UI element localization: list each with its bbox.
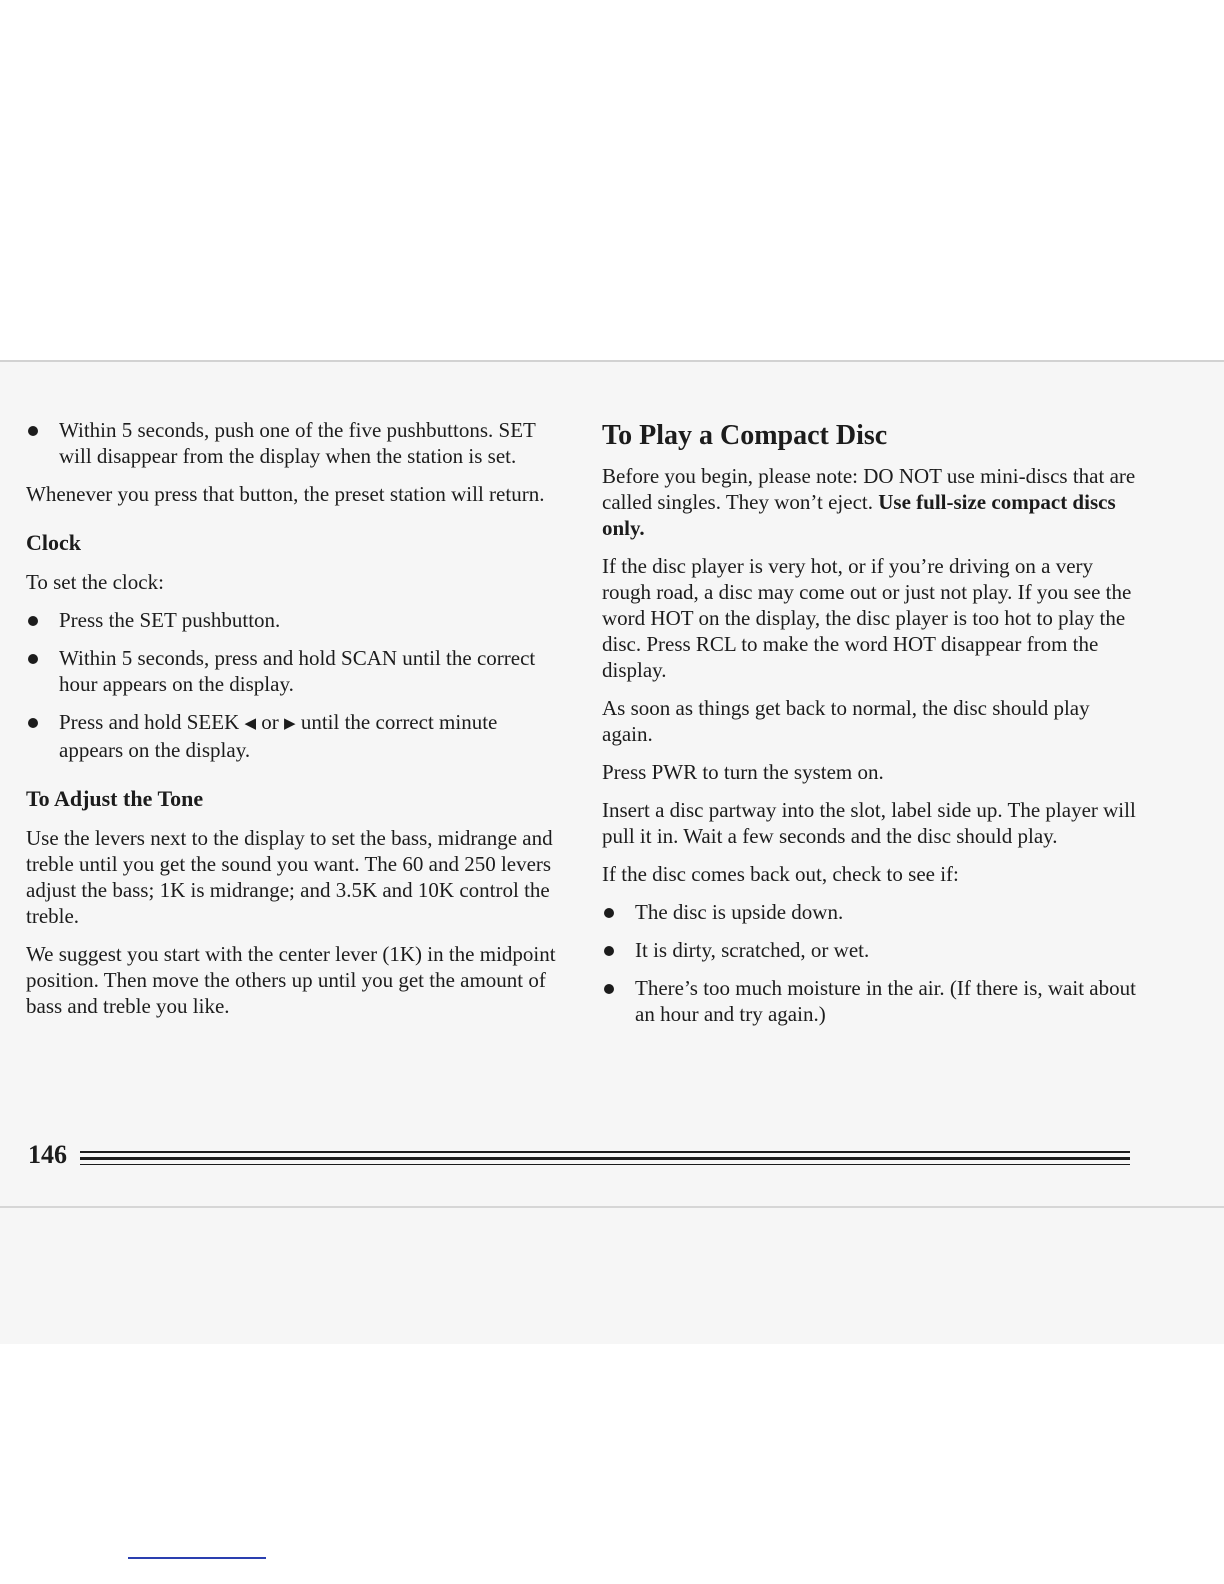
disc-check-bullet <box>602 899 1142 925</box>
seek-or: or <box>261 710 279 734</box>
disc-paragraph: If the disc player is very hot, or if you’re driving on a very rough road, a disc may come out or just not play. If you see the word HOT on the display, the disc player is too hot to play the disc. Press RCL to make the word HOT disappear from the display. <box>602 554 1132 682</box>
clock-bullet-text: Press the SET pushbutton. <box>59 608 281 632</box>
disc-check-text: The disc is upside down. <box>635 900 844 924</box>
left-column <box>26 417 566 1031</box>
seek-left-arrow-icon: ◀ <box>244 716 257 732</box>
footer-rule <box>80 1151 1130 1153</box>
clock-bullet <box>26 645 566 697</box>
seek-prefix: Press and hold SEEK <box>59 710 240 734</box>
bullet-preset <box>26 417 566 469</box>
bullet-dot-icon <box>28 654 38 664</box>
disc-check-text: It is dirty, scratched, or wet. <box>635 938 870 962</box>
compact-disc-intro <box>602 463 1142 541</box>
preset-return-paragraph: Whenever you press that button, the preset station will return. <box>26 482 545 506</box>
blue-underline-mark <box>128 1557 266 1559</box>
bullet-dot-icon <box>604 908 614 918</box>
seek-right-arrow-icon: ▶ <box>284 716 296 732</box>
tone-paragraph: Use the levers next to the display to set the bass, midrange and treble until you get the sound you want. The 60 and 250 levers adjust the bass; 1K is midrange; and 3.5K and 10K control the treble. <box>26 826 553 928</box>
compact-disc-title: To Play a Compact Disc <box>602 420 888 451</box>
clock-heading: Clock <box>26 530 81 555</box>
right-column <box>602 417 1142 1039</box>
bullet-dot-icon <box>28 426 38 436</box>
bullet-dot-icon <box>604 946 614 956</box>
clock-seek-bullet <box>26 709 566 763</box>
clock-intro: To set the clock: <box>26 570 164 594</box>
disc-paragraph: If the disc comes back out, check to see if: <box>602 862 959 886</box>
tone-heading: To Adjust the Tone <box>26 786 204 811</box>
sheet-bottom-rule <box>0 1206 1224 1208</box>
disc-check-text: There’s too much moisture in the air. (If there is, wait about an hour and try again.) <box>635 976 1136 1026</box>
seek-suffix: until the correct minute appears on the display. <box>59 710 498 762</box>
intro-bold-note: Use full-size compact discs only. <box>602 490 1116 540</box>
bullet-dot-icon <box>28 718 38 728</box>
disc-paragraph: Press PWR to turn the system on. <box>602 760 884 784</box>
disc-check-bullet <box>602 975 1142 1027</box>
clock-bullet-text: Within 5 seconds, press and hold SCAN until the correct hour appears on the display. <box>59 646 536 696</box>
page-number: 146 <box>28 1140 67 1169</box>
disc-paragraph: Insert a disc partway into the slot, label side up. The player will pull it in. Wait a few seconds and the disc should play. <box>602 798 1136 848</box>
footer-rule <box>80 1164 1130 1165</box>
disc-paragraph: As soon as things get back to normal, the disc should play again. <box>602 696 1090 746</box>
bullet-dot-icon <box>604 984 614 994</box>
tone-paragraph: We suggest you start with the center lever (1K) in the midpoint position. Then move the others up until you get the amount of bass and treble you like. <box>26 942 556 1018</box>
bullet-dot-icon <box>28 616 38 626</box>
bullet-preset-text: Within 5 seconds, push one of the five pushbuttons. SET will disappear from the display when the station is set. <box>59 418 536 468</box>
footer-rule <box>80 1157 1130 1160</box>
disc-check-bullet <box>602 937 1142 963</box>
clock-bullet <box>26 607 566 633</box>
intro-text: Before you begin, please note: DO NOT use mini-discs that are called singles. They won’t eject. <box>602 464 1136 514</box>
